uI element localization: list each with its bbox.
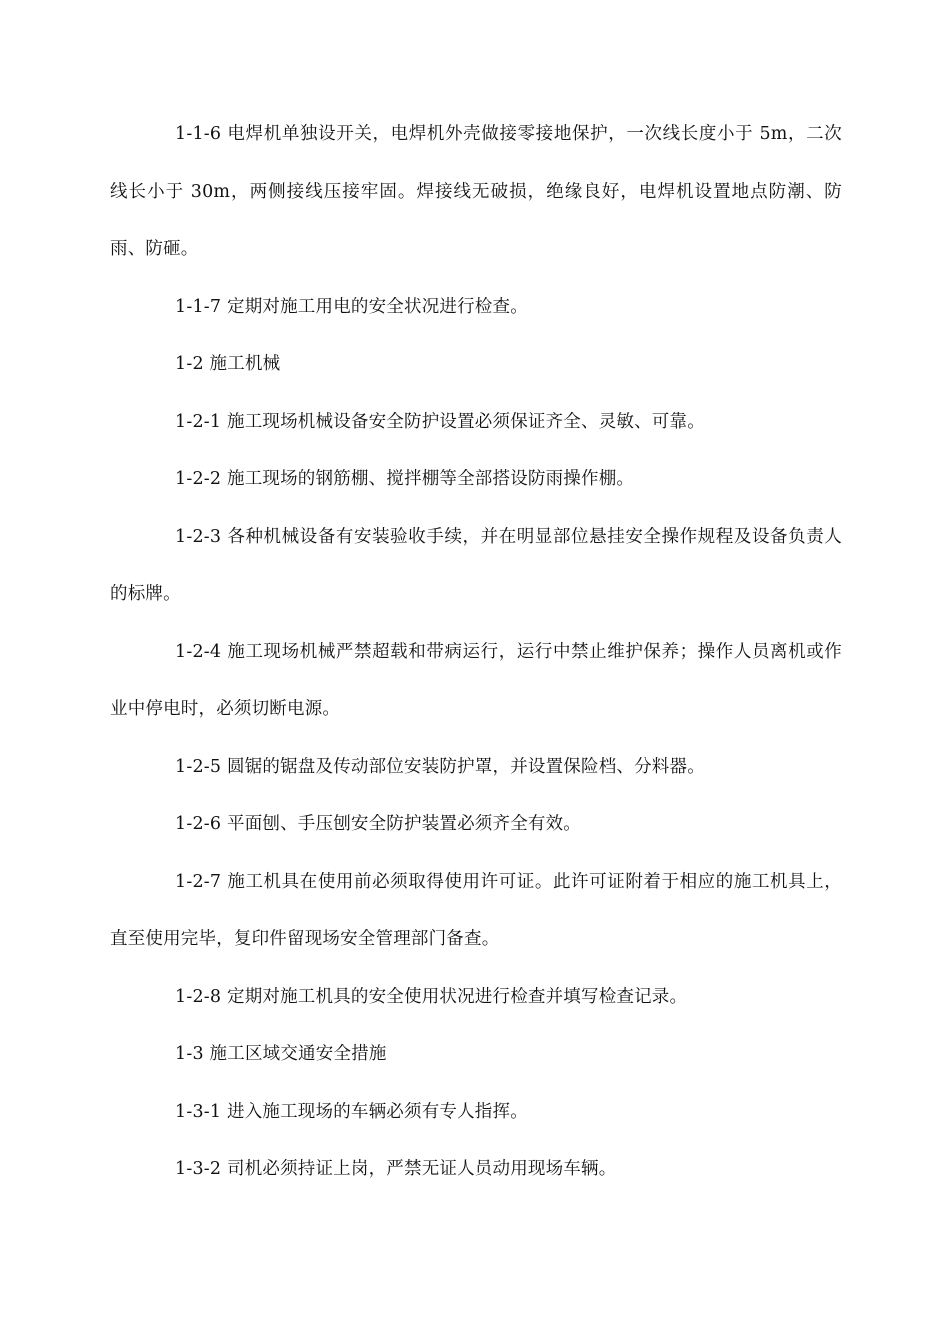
paragraph-1-2-8: 1-2-8 定期对施工机具的安全使用状况进行检查并填写检查记录。 bbox=[175, 986, 688, 1007]
paragraph-1-1-6: 1-1-6 电焊机单独设开关，电焊机外壳做接零接地保护，一次线长度小于 5m，二次线长小于 30m，两侧接线压接牢固。焊接线无破损，绝缘良好，电焊机设置地点防潮、防雨、防砸。 bbox=[110, 124, 842, 259]
section-heading-1-2: 1-2 施工机械 bbox=[175, 354, 281, 374]
document-body bbox=[110, 106, 842, 1199]
section-heading-1-3: 1-3 施工区域交通安全措施 bbox=[175, 1044, 387, 1064]
paragraph-1-1-7: 1-1-7 定期对施工用电的安全状况进行检查。 bbox=[175, 296, 528, 317]
paragraph-1-2-6: 1-2-6 平面刨、手压刨安全防护装置必须齐全有效。 bbox=[175, 814, 581, 834]
paragraph-1-2-1: 1-2-1 施工现场机械设备安全防护设置必须保证齐全、灵敏、可靠。 bbox=[175, 411, 705, 432]
paragraph-1-2-4: 1-2-4 施工现场机械严禁超载和带病运行，运行中禁止维护保养；操作人员离机或作业中停电时，必须切断电源。 bbox=[110, 641, 842, 719]
paragraph-1-3-1: 1-3-1 进入施工现场的车辆必须有专人指挥。 bbox=[175, 1101, 528, 1122]
paragraph-1-2-5: 1-2-5 圆锯的锯盘及传动部位安装防护罩，并设置保险档、分料器。 bbox=[175, 756, 705, 777]
paragraph-1-2-2: 1-2-2 施工现场的钢筋棚、搅拌棚等全部搭设防雨操作棚。 bbox=[175, 469, 635, 489]
paragraph-1-2-3: 1-2-3 各种机械设备有安装验收手续，并在明显部位悬挂安全操作规程及设备负责人的标牌。 bbox=[110, 526, 842, 604]
paragraph-1-3-2: 1-3-2 司机必须持证上岗，严禁无证人员动用现场车辆。 bbox=[175, 1159, 617, 1179]
paragraph-1-2-7: 1-2-7 施工机具在使用前必须取得使用许可证。此许可证附着于相应的施工机具上，直至使用完毕，复印件留现场安全管理部门备查。 bbox=[110, 871, 842, 949]
